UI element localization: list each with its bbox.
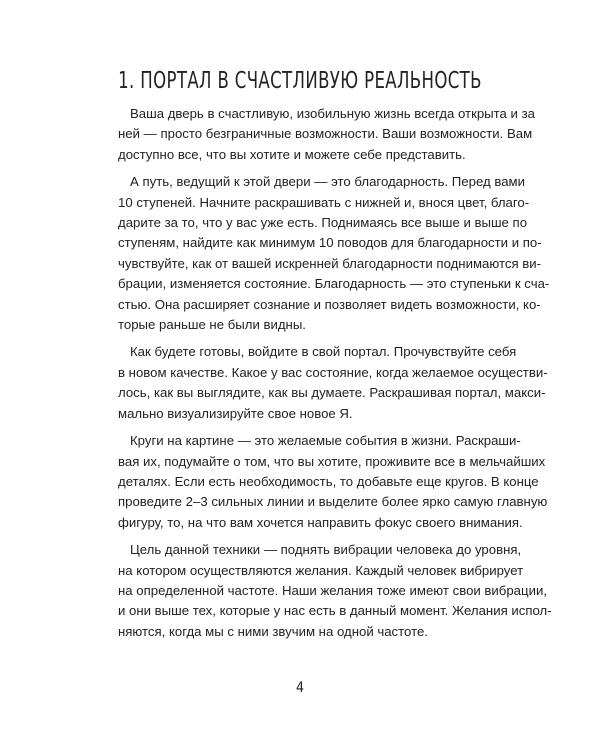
text-line: ней — просто безграничные возможности. Ваши возможности. Вам bbox=[118, 126, 533, 142]
text-line: ступеням, найдите как минимум 10 поводов для благодарности и по- bbox=[118, 235, 542, 251]
text-line: в новом качестве. Какое у вас состояние, когда желаемое осуществи- bbox=[118, 364, 548, 380]
text-line: Ваша дверь в счастливую, изобильную жизнь всегда открыта и за bbox=[130, 106, 535, 121]
text-line: стью. Она расширяет сознание и позволяет видеть возможности, ко- bbox=[118, 296, 541, 312]
text-line: Круги на картине — это желаемые события в жизни. Раскраши- bbox=[130, 433, 521, 449]
text-line: 10 ступеней. Начните раскрашивать с нижней и, внося цвет, благо- bbox=[118, 194, 530, 210]
paragraph-2 bbox=[118, 172, 550, 335]
text-line: Как будете готовы, войдите в свой портал. Прочувствуйте себя bbox=[130, 344, 517, 360]
paragraph-5 bbox=[118, 540, 552, 642]
text-line: и они выше тех, которые у нас есть в данный момент. Желания испол- bbox=[118, 603, 552, 619]
text-line: деталях. Если есть необходимость, то добавьте еще кругов. В конце bbox=[118, 473, 539, 489]
paragraph-3 bbox=[118, 342, 548, 424]
text-line: вая их, подумайте о том, что вы хотите, проживите все в мельчайших bbox=[118, 453, 546, 469]
text-line: дарите за то, что у вас уже есть. Поднимаясь все выше и выше по bbox=[118, 215, 528, 231]
page-title: 1. ПОРТАЛ В СЧАСТЛИВУЮ РЕАЛЬНОСТЬ bbox=[118, 68, 482, 94]
text-line: няются, когда мы с ними звучим на одной частоте. bbox=[118, 623, 428, 639]
text-line: на определенной частоте. Наши желания тоже имеют свои вибрации, bbox=[118, 582, 547, 598]
text-line: Цель данной техники — поднять вибрации человека до уровня, bbox=[130, 542, 522, 558]
body-text bbox=[118, 104, 552, 649]
paragraph-1 bbox=[118, 104, 535, 165]
text-line: торые раньше не были видны. bbox=[118, 317, 306, 333]
page-number: 4 bbox=[295, 680, 304, 696]
text-line: на котором осуществляются желания. Каждый человек вибрирует bbox=[118, 562, 524, 578]
text-line: доступно все, что вы хотите и можете себе представить. bbox=[118, 146, 466, 162]
text-line: фигуру, то, на что вам хочется направить фокус своего внимания. bbox=[118, 514, 523, 530]
text-line: чувствуйте, как от вашей искренней благодарности поднимаются ви- bbox=[118, 255, 542, 271]
text-line: мально визуализируйте свое новое Я. bbox=[118, 405, 353, 421]
text-line: А путь, ведущий к этой двери — это благодарность. Перед вами bbox=[130, 174, 525, 190]
text-line: проведите 2–3 сильных линии и выделите более ярко самую главную bbox=[118, 494, 548, 510]
paragraph-4 bbox=[118, 431, 548, 533]
text-line: лось, как вы выглядите, как вы думаете. Раскрашивая портал, макси- bbox=[118, 385, 546, 401]
text-line: брации, изменяется состояние. Благодарность — это ступеньки к сча- bbox=[118, 276, 550, 292]
